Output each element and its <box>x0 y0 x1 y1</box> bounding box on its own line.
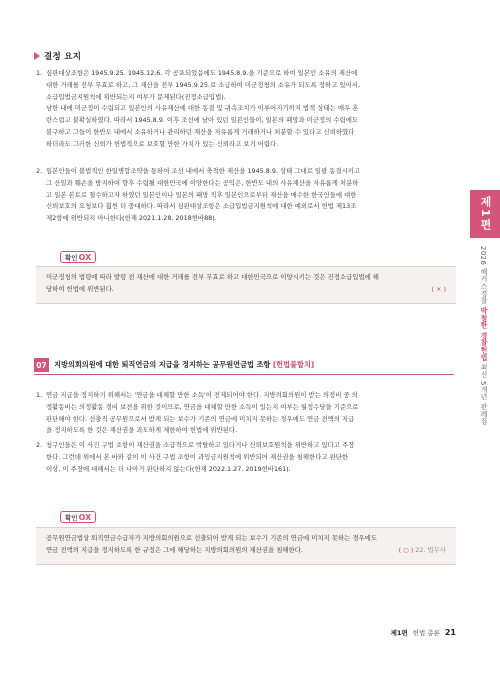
paragraph-body <box>46 390 456 437</box>
item-number: 07 <box>34 358 49 372</box>
side-tab-book-title <box>478 246 488 425</box>
decision-paragraph-2 <box>36 166 456 225</box>
paragraph-number: 2. <box>36 441 43 449</box>
book-title-post: 최신 5개년 판례집 <box>479 361 487 425</box>
section-title: 결정 요지 <box>44 52 82 62</box>
paragraph-line: 이상, 이 주장에 대해서는 더 나아가 판단하지 않는다(헌재 2022.1.27. 2019헌바161). <box>46 464 291 473</box>
book-title-accent: 박철한 경찰헌법 <box>479 307 487 362</box>
paragraph-line: 을 정지하도록 한 것은 재산권을 과도하게 제한하여 헌법에 위반된다. <box>46 426 238 435</box>
item-paragraph-2 <box>36 440 456 475</box>
decision-paragraph-1 <box>36 68 456 151</box>
item-title-text: 지방의회의원에 대한 퇴직연금의 지급을 정지하는 공무원연금법 조항 <box>54 360 271 369</box>
paragraph-line: 신뢰보호의 요청보다 훨씬 더 중대하다. 따라서 심판대상조항은 소급입법금지원칙에 대한 예외로서 헌법 제13조 <box>46 202 357 211</box>
paragraph-line: 대한 거래를 전부 무효로 하고, 그 재산을 전부 1945.9.25.로 소급하여 미군정청의 소유가 되도록 정하고 있어서, <box>46 80 360 89</box>
item-paragraph-1 <box>36 390 456 437</box>
paragraph-body <box>46 166 456 225</box>
ox-icon: OX <box>78 252 92 262</box>
paragraph-line: 하더라도 그러한 신뢰가 헌법적으로 보호할 만한 가치가 있는 신뢰라고 보기 어렵다. <box>46 139 279 148</box>
footer-part-name: 헌법 총론 <box>412 629 440 637</box>
ox-label: 확인 <box>65 253 78 262</box>
section-header <box>34 51 454 63</box>
paragraph-line: 남한 내에 미군정이 수립되고 일본인의 사유재산에 대한 동결 및 귀속조치가 이루어지기까지 법적 상태는 매우 혼 <box>46 104 359 113</box>
ox-badge <box>60 250 96 264</box>
footer-part: 제1편 <box>390 629 408 637</box>
ox-pill <box>60 251 96 263</box>
paragraph-line: 란스럽고 불확실하였다. 따라서 1945.8.9. 이후 조선에 남아 있던 일본인들이, 일본의 패망과 미군정의 수립에도 <box>46 116 359 125</box>
ox-answer: ( × ) <box>431 284 446 293</box>
triangle-bullet-icon <box>34 52 40 60</box>
ox-source: 22. 법무사 <box>415 545 446 554</box>
ox-box <box>36 266 456 304</box>
paragraph-number: 1. <box>36 69 43 77</box>
paragraph-line: 정활동비는 의정활동 경비 보전을 위한 것이므로, 연금을 대체할 만한 소득이 있는지 여부는 월정수당을 기준으로 <box>46 402 359 411</box>
ox-question-line: 공무원연금법상 퇴직연금수급자가 지방의회의원으로 선출되어 받게 되는 보수가 기존의 연금에 미치지 못하는 경우에도 <box>46 534 378 542</box>
paragraph-line: 고 일본 본토로 철수하고자 하였던 일본인이나 일본의 패망 직후 일본인으로부터 재산을 매수한 한국인들에 대한 <box>46 190 357 199</box>
paragraph-line: 일본인들이 불법적인 한일병합조약을 통하여 조선 내에서 축적한 재산을 1945.8.9. 상태 그대로 일괄 동결시키고 <box>46 167 361 175</box>
ox-question-line: 미군정청의 법령에 따라 발령 전 재산에 대한 거래를 전부 무효로 하고 대한민국으로 이양시키는 것은 진정소급입법에 해 <box>46 273 379 281</box>
paragraph-line: 청구인들은 이 사건 구법 조항이 재산권을 소급적으로 박탈하고 있다거나 신뢰보호원칙을 위반하고 있다고 주장 <box>46 441 355 449</box>
paragraph-line: 판단해야 한다. 선출직 공무원으로서 받게 되는 보수가 기존의 연금에 미치지 못하는 경우에도 연금 전액의 지급 <box>46 414 355 423</box>
ox-question-text: 연금 전액의 지급을 정지하도록 한 규정은 그에 해당하는 지방의회의원의 재산권을 침해한다. <box>46 545 303 554</box>
ox-label: 확인 <box>65 513 78 522</box>
paragraph-body <box>46 440 456 475</box>
paragraph-number: 2. <box>36 167 43 175</box>
ox-answer: ( ○ ) <box>398 545 414 554</box>
paragraph-line: 한다. 그런데 위에서 본 바와 같이 이 사건 구법 조항이 과잉금지원칙에 위반되어 재산권을 침해한다고 판단한 <box>46 452 349 461</box>
ox-question-text: 당하여 헌법에 위반된다. <box>46 284 114 293</box>
ox-question-line-2 <box>46 284 446 296</box>
item-verdict: [헌법불합치] <box>272 360 315 369</box>
side-tab <box>470 190 500 460</box>
page-footer <box>391 628 456 637</box>
paragraph-number: 1. <box>36 391 43 399</box>
paragraph-line: 제2항에 위반되지 아니한다(헌재 2021.1.28. 2018헌바88). <box>46 214 217 223</box>
paragraph-line: 소급입법금지원칙에 위반되는지 여부가 문제된다(진정소급입법). <box>46 92 226 101</box>
item-divider <box>34 374 454 375</box>
paragraph-line: 그 산일과 훼손을 방지하여 향후 수립될 대한민국에 이양한다는 공익은, 한반도 내의 사유재산을 자유롭게 처분하 <box>46 178 359 187</box>
item-title <box>54 360 314 370</box>
ox-box <box>36 527 456 565</box>
page-number: 21 <box>444 628 456 637</box>
paragraph-body <box>46 68 456 151</box>
book-title-pre: 2026 해커스경찰 <box>479 246 487 308</box>
ox-question-line-2 <box>46 545 446 557</box>
ox-pill <box>60 511 96 523</box>
paragraph-line: 불구하고 그들이 한반도 내에서 소유하거나 관리하던 재산을 자유롭게 거래하거나 처분할 수 있다고 신뢰하였다 <box>46 127 355 136</box>
ox-badge <box>60 510 96 524</box>
ox-answer-group <box>399 545 446 557</box>
side-tab-label: 제1편 <box>470 190 500 238</box>
paragraph-line: 심판대상조항은 1945.9.25. 1945.12.6. 각 공포되었음에도 1945.8.9.을 기준으로 하여 일본인 소유의 재산에 <box>46 69 358 77</box>
item-heading <box>34 358 454 372</box>
ox-icon: OX <box>78 512 92 522</box>
paragraph-line: 연금 지급을 정지하기 위해서는 '연금을 대체할 만한 소득'이 전제되어야 한다. 지방의회의원이 받는 의정비 중 의 <box>46 391 358 399</box>
